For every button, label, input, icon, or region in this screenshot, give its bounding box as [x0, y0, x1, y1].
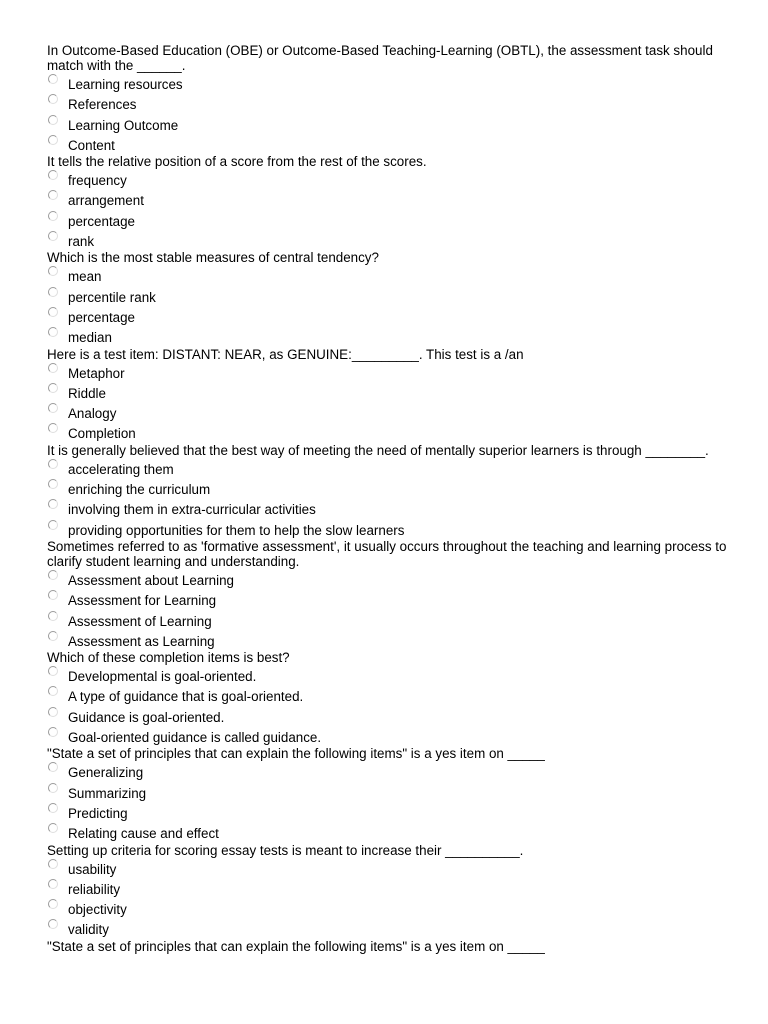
option-label: Developmental is goal-oriented.	[68, 669, 257, 685]
answer-option[interactable]	[47, 858, 727, 878]
question-text: It is generally believed that the best way of meeting the need of mentally superior learners is through ________.	[47, 442, 709, 458]
radio-button[interactable]	[48, 666, 58, 676]
option-label: Assessment as Learning	[68, 633, 215, 649]
option-label: arrangement	[68, 193, 144, 209]
radio-button[interactable]	[48, 135, 58, 145]
radio-button[interactable]	[48, 190, 58, 200]
radio-button[interactable]	[48, 479, 58, 489]
radio-button[interactable]	[48, 803, 58, 813]
radio-button[interactable]	[48, 403, 58, 413]
option-label: Summarizing	[68, 785, 147, 801]
question-6	[47, 539, 727, 650]
question-text: Here is a test item: DISTANT: NEAR, as GENUINE:_________. This test is a /an	[47, 346, 524, 362]
radio-button[interactable]	[48, 74, 58, 84]
question-7	[47, 650, 727, 746]
option-label: percentage	[68, 309, 136, 325]
question-2	[47, 154, 727, 250]
question-text: "State a set of principles that can explain the following items" is a yes item on _____	[47, 746, 545, 762]
radio-button[interactable]	[48, 287, 58, 297]
radio-button[interactable]	[48, 499, 58, 509]
option-label: Analogy	[68, 406, 117, 422]
answer-option[interactable]	[47, 134, 727, 154]
radio-button[interactable]	[48, 211, 58, 221]
option-label: Predicting	[68, 805, 128, 821]
question-text: Which is the most stable measures of central tendency?	[47, 250, 379, 266]
question-text: Sometimes referred to as 'formative assessment', it usually occurs throughout the teaching and learning process to clarify student learning and understanding.	[47, 538, 727, 569]
radio-button[interactable]	[48, 423, 58, 433]
radio-button[interactable]	[48, 459, 58, 469]
answer-option[interactable]	[47, 802, 727, 822]
option-label: percentage	[68, 213, 136, 229]
radio-button[interactable]	[48, 919, 58, 929]
question-text: In Outcome-Based Education (OBE) or Outcome-Based Teaching-Learning (OBTL), the assessment task should match with the ______.	[47, 43, 713, 73]
radio-button[interactable]	[48, 859, 58, 869]
answer-option[interactable]	[47, 458, 727, 478]
answer-option[interactable]	[47, 822, 727, 842]
answer-option[interactable]	[47, 286, 727, 306]
answer-option[interactable]	[47, 382, 727, 402]
radio-button[interactable]	[48, 363, 58, 373]
answer-option[interactable]	[47, 498, 727, 518]
answer-option[interactable]	[47, 326, 727, 346]
answer-option[interactable]	[47, 306, 727, 326]
answer-option[interactable]	[47, 706, 727, 726]
option-label: Content	[68, 137, 115, 153]
question-text: Which of these completion items is best?	[47, 650, 290, 666]
question-1	[47, 43, 727, 154]
answer-option[interactable]	[47, 878, 727, 898]
radio-button[interactable]	[48, 879, 58, 889]
radio-button[interactable]	[48, 266, 58, 276]
option-label: accelerating them	[68, 461, 174, 477]
answer-option[interactable]	[47, 230, 727, 250]
option-label: frequency	[68, 173, 127, 189]
radio-button[interactable]	[48, 307, 58, 317]
option-label: References	[68, 97, 137, 113]
answer-option[interactable]	[47, 685, 727, 705]
question-3	[47, 250, 727, 346]
option-label: Guidance is goal-oriented.	[68, 709, 225, 725]
answer-option[interactable]	[47, 169, 727, 189]
radio-button[interactable]	[48, 115, 58, 125]
radio-button[interactable]	[48, 170, 58, 180]
option-label: validity	[68, 922, 109, 938]
answer-option[interactable]	[47, 519, 727, 539]
radio-button[interactable]	[48, 327, 58, 337]
question-4	[47, 347, 727, 443]
answer-option[interactable]	[47, 114, 727, 134]
radio-button[interactable]	[48, 520, 58, 530]
answer-option[interactable]	[47, 73, 727, 93]
question-5	[47, 443, 727, 539]
answer-option[interactable]	[47, 665, 727, 685]
option-label: Assessment for Learning	[68, 593, 217, 609]
answer-option[interactable]	[47, 265, 727, 285]
answer-option[interactable]	[47, 630, 727, 650]
answer-option[interactable]	[47, 422, 727, 442]
question-9	[47, 843, 727, 939]
option-label: median	[68, 330, 112, 346]
radio-button[interactable]	[48, 727, 58, 737]
question-8	[47, 746, 727, 842]
radio-button[interactable]	[48, 611, 58, 621]
radio-button[interactable]	[48, 762, 58, 772]
option-label: mean	[68, 269, 102, 285]
radio-button[interactable]	[48, 783, 58, 793]
radio-button[interactable]	[48, 707, 58, 717]
radio-button[interactable]	[48, 94, 58, 104]
option-label: Learning resources	[68, 77, 183, 92]
answer-option[interactable]	[47, 93, 727, 113]
answer-option[interactable]	[47, 610, 727, 630]
answer-option[interactable]	[47, 918, 727, 938]
question-text: "State a set of principles that can explain the following items" is a yes item on _____	[47, 938, 545, 954]
answer-option[interactable]	[47, 726, 727, 746]
radio-button[interactable]	[48, 570, 58, 580]
answer-option[interactable]	[47, 402, 727, 422]
answer-option[interactable]	[47, 569, 727, 589]
radio-button[interactable]	[48, 231, 58, 241]
option-label: Assessment of Learning	[68, 613, 212, 629]
radio-button[interactable]	[48, 631, 58, 641]
answer-option[interactable]	[47, 189, 727, 209]
answer-option[interactable]	[47, 898, 727, 918]
option-label: usability	[68, 861, 117, 877]
option-label: enriching the curriculum	[68, 482, 211, 498]
option-label: providing opportunities for them to help the slow learners	[68, 522, 405, 538]
radio-button[interactable]	[48, 686, 58, 696]
option-label: Relating cause and effect	[68, 826, 219, 842]
option-label: Riddle	[68, 385, 106, 401]
question-text: Setting up criteria for scoring essay tests is meant to increase their __________.	[47, 842, 524, 858]
option-label: A type of guidance that is goal-oriented.	[68, 689, 304, 705]
option-label: involving them in extra-curricular activities	[68, 502, 316, 518]
option-label: Generalizing	[68, 765, 144, 781]
option-label: reliability	[68, 881, 121, 897]
option-label: percentile rank	[68, 289, 156, 305]
answer-option[interactable]	[47, 478, 727, 498]
answer-option[interactable]	[47, 589, 727, 609]
radio-button[interactable]	[48, 383, 58, 393]
option-label: Metaphor	[68, 365, 125, 381]
radio-button[interactable]	[48, 823, 58, 833]
option-label: Completion	[68, 426, 136, 442]
option-label: Assessment about Learning	[68, 572, 234, 588]
radio-button[interactable]	[48, 590, 58, 600]
option-label: Learning Outcome	[68, 117, 179, 133]
option-label: Goal-oriented guidance is called guidance.	[68, 730, 322, 746]
option-label: objectivity	[68, 902, 127, 918]
answer-option[interactable]	[47, 761, 727, 781]
answer-option[interactable]	[47, 782, 727, 802]
question-10	[47, 939, 727, 954]
answer-option[interactable]	[47, 210, 727, 230]
answer-option[interactable]	[47, 362, 727, 382]
question-text: It tells the relative position of a score from the rest of the scores.	[47, 154, 427, 170]
option-label: rank	[68, 234, 95, 250]
radio-button[interactable]	[48, 899, 58, 909]
